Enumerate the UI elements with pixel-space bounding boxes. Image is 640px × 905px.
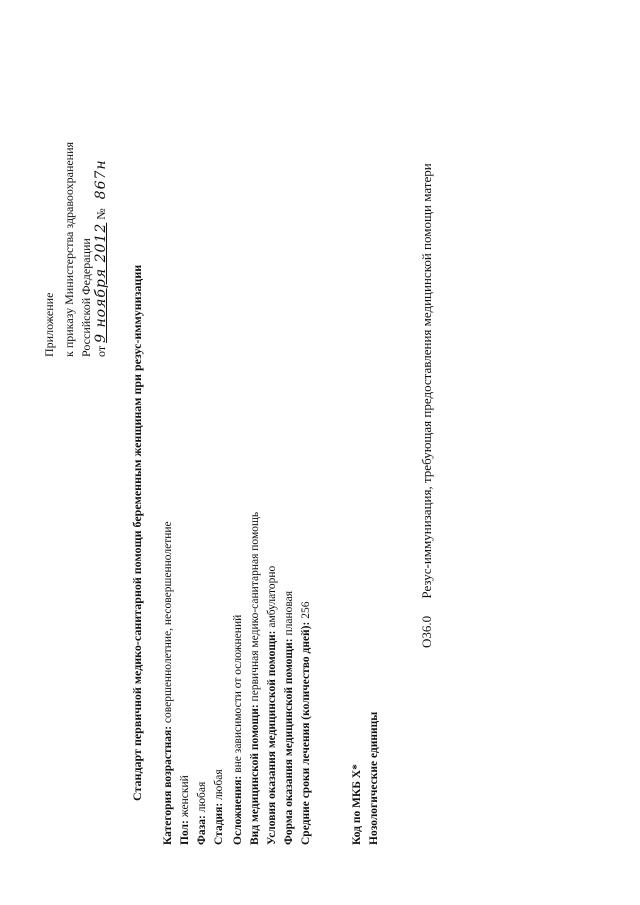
param-stage: [214, 769, 226, 845]
param-value: первичная медико-санитарная помощь: [249, 511, 261, 705]
param-label: Средние сроки лечения (количество дней):: [300, 621, 312, 845]
param-value: любая: [196, 781, 208, 816]
param-value: совершеннолетние, несовершеннолетние: [162, 521, 174, 726]
param-care-type: [250, 512, 262, 845]
handwritten-number: 867н: [93, 159, 109, 200]
param-value: 256: [300, 601, 312, 622]
document-title: Стандарт первичной медико-санитарной помощи беременным женщинам при резус-иммунизации: [130, 264, 144, 801]
icd-row: [420, 163, 433, 648]
param-label: Категория возрастная:: [162, 725, 174, 845]
param-label: Форма оказания медицинской помощи:: [283, 638, 295, 845]
param-age-category: [163, 521, 175, 845]
param-label: Условия оказания медицинской помощи:: [266, 630, 278, 845]
appendix-date-prefix: от: [94, 345, 108, 357]
appendix-title: Приложение: [42, 292, 56, 357]
param-label: Вид медицинской помощи:: [249, 704, 261, 845]
param-label: Осложнения:: [232, 775, 244, 845]
param-care-conditions: [267, 566, 279, 845]
param-avg-duration: [301, 602, 313, 845]
param-label: Стадия:: [213, 802, 225, 845]
param-value: любая: [213, 769, 225, 803]
param-care-form: [284, 591, 296, 845]
handwritten-date: 9 ноября 2012: [93, 222, 109, 343]
icd-description: Резус-иммунизация, требующая предоставления медицинской помощи матери: [419, 163, 434, 599]
param-value: женский: [179, 775, 191, 821]
param-value: амбулаторно: [266, 565, 278, 631]
param-sex: [180, 775, 192, 845]
param-value: плановая: [283, 590, 295, 639]
param-complications: [233, 615, 245, 845]
appendix-line-order: к приказу Министерства здравоохранения: [62, 141, 76, 357]
param-value: вне зависимости от осложнений: [232, 614, 244, 776]
param-label: Фаза:: [196, 815, 208, 845]
appendix-date-line: [94, 159, 108, 357]
icd-code-label: Код по МКБ X*: [351, 764, 363, 845]
appendix-number-label: №: [94, 208, 108, 220]
appendix-line-federation: Российской Федерации: [79, 238, 93, 357]
param-phase: [197, 782, 209, 845]
nosology-label: Нозологические единицы: [368, 711, 380, 845]
icd-code: O36.0: [419, 615, 434, 648]
param-label: Пол:: [179, 820, 191, 845]
